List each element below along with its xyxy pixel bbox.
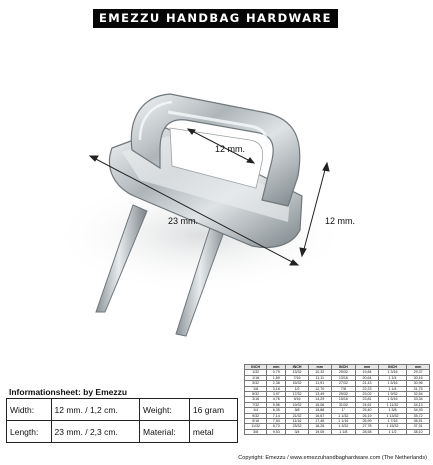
table-cell: 5,56 <box>267 402 286 407</box>
table-cell: 19,84 <box>356 370 379 375</box>
table-cell: 15/16 <box>331 397 356 402</box>
table-cell: 21/32 <box>286 413 309 418</box>
table-cell: 1 5/16 <box>378 397 406 402</box>
table-cell: 1 1/2 <box>378 429 406 434</box>
table-cell: 8,73 <box>267 424 286 429</box>
table-cell: 7/16 <box>286 375 309 380</box>
table-cell: 16,67 <box>308 413 331 418</box>
table-cell: 34,93 <box>407 408 430 413</box>
width-value: 12 mm. / 1,2 cm. <box>51 399 140 421</box>
table-cell: 22,23 <box>356 386 379 391</box>
table-cell: 9,53 <box>267 429 286 434</box>
length-label: Length: <box>7 421 52 443</box>
table-cell: 15,08 <box>308 402 331 407</box>
table-row <box>7 421 238 443</box>
table-cell: 1 1/16 <box>331 418 356 423</box>
table-cell: 5/8 <box>286 408 309 413</box>
info-table <box>6 398 238 443</box>
table-cell: 3,18 <box>267 386 286 391</box>
table-cell: 38,10 <box>407 429 430 434</box>
table-cell: 5/16 <box>245 418 267 423</box>
table-cell: 3/32 <box>245 381 267 386</box>
material-value: metal <box>189 421 237 443</box>
column-header: INCH <box>378 365 406 370</box>
table-cell: 1 5/16 <box>378 381 406 386</box>
table-cell: 7,14 <box>267 413 286 418</box>
table-cell: 7,94 <box>267 418 286 423</box>
column-header: mm <box>356 365 379 370</box>
table-cell: 0,79 <box>267 370 286 375</box>
table-cell: 18,26 <box>308 424 331 429</box>
table-cell: 26,19 <box>356 413 379 418</box>
table-cell: 27/32 <box>331 381 356 386</box>
inner-width-label: 12 mm. <box>215 144 246 154</box>
weight-value: 16 gram <box>189 399 237 421</box>
table-cell: 33,34 <box>407 397 430 402</box>
table-cell: 35,72 <box>407 413 430 418</box>
table-cell: 1 9/32 <box>378 391 406 396</box>
table-cell: 1 15/32 <box>378 424 406 429</box>
table-cell: 1/16 <box>245 375 267 380</box>
table-cell: 25,40 <box>356 408 379 413</box>
length-value: 23 mm. / 2,3 cm. <box>51 421 140 443</box>
table-cell: 17/32 <box>286 391 309 396</box>
table-cell: 21,43 <box>356 381 379 386</box>
table-cell: 1 1/4 <box>378 375 406 380</box>
table-cell: 1/4 <box>245 408 267 413</box>
width-label: Width: <box>7 399 52 421</box>
table-cell: 34,13 <box>407 402 430 407</box>
height-label: 12 mm. <box>325 216 356 226</box>
table-cell: 1 7/16 <box>378 418 406 423</box>
page-title: EMEZZU HANDBAG HARDWARE <box>93 9 338 28</box>
outer-length-label: 23 mm. <box>168 216 199 226</box>
table-cell: 23,02 <box>356 391 379 396</box>
table-cell: 31/32 <box>331 402 356 407</box>
table-cell: 23,81 <box>356 397 379 402</box>
column-header: INCH <box>286 365 309 370</box>
table-cell: 15,88 <box>308 408 331 413</box>
column-header: mm <box>267 365 286 370</box>
table-cell: 1 1/32 <box>331 413 356 418</box>
column-header: mm <box>308 365 331 370</box>
table-cell: 1" <box>331 408 356 413</box>
table-cell: 6,35 <box>267 408 286 413</box>
table-row <box>245 429 430 434</box>
table-cell: 1/2 <box>286 386 309 391</box>
table-cell: 19,05 <box>308 429 331 434</box>
table-cell: 9/32 <box>245 413 267 418</box>
table-cell: 1 3/32 <box>331 424 356 429</box>
table-cell: 11/16 <box>286 418 309 423</box>
table-row <box>7 399 238 421</box>
inch-mm-conversion-table <box>244 364 430 435</box>
table-cell: 1/32 <box>245 370 267 375</box>
table-cell: 11,91 <box>308 381 331 386</box>
table-cell: 13,49 <box>308 391 331 396</box>
table-cell: 36,51 <box>407 418 430 423</box>
table-cell: 2,38 <box>267 381 286 386</box>
table-cell: 7/32 <box>245 402 267 407</box>
table-cell: 3/4 <box>286 429 309 434</box>
table-cell: 24,61 <box>356 402 379 407</box>
table-cell: 29,37 <box>407 370 430 375</box>
column-header: mm <box>407 365 430 370</box>
table-cell: 1 3/16 <box>378 370 406 375</box>
table-cell: 1/8 <box>245 386 267 391</box>
table-cell: 30,16 <box>407 375 430 380</box>
table-cell: 30,96 <box>407 381 430 386</box>
table-cell: 20,64 <box>356 375 379 380</box>
table-cell: 19/32 <box>286 402 309 407</box>
copyright-footer: Copyright: Emezzu / www.emezzuhandbaghardware.com (The Netherlands) <box>238 455 427 461</box>
table-cell: 1 1/8 <box>331 429 356 434</box>
handbag-loop-with-pins-icon <box>0 40 433 360</box>
table-cell: 11,11 <box>308 375 331 380</box>
table-cell: 14,29 <box>308 397 331 402</box>
material-label: Material: <box>140 421 190 443</box>
table-cell: 15/32 <box>286 381 309 386</box>
table-cell: 3/8 <box>245 429 267 434</box>
column-header: INCH <box>245 365 267 370</box>
table-cell: 9/16 <box>286 397 309 402</box>
table-cell: 17,46 <box>308 418 331 423</box>
table-cell: 1,59 <box>267 375 286 380</box>
table-cell: 12,70 <box>308 386 331 391</box>
info-sheet-title: Informationsheet: by Emezzu <box>9 387 128 397</box>
table-cell: 7/8 <box>331 386 356 391</box>
table-cell: 31,75 <box>407 386 430 391</box>
table-cell: 25/32 <box>331 370 356 375</box>
table-cell: 37,31 <box>407 424 430 429</box>
table-cell: 1 11/32 <box>378 402 406 407</box>
table-cell: 27,78 <box>356 424 379 429</box>
column-header: INCH <box>331 365 356 370</box>
table-cell: 26,99 <box>356 418 379 423</box>
table-cell: 3,97 <box>267 391 286 396</box>
table-cell: 1 3/8 <box>378 408 406 413</box>
table-cell: 13/16 <box>331 375 356 380</box>
table-cell: 23/32 <box>286 424 309 429</box>
table-cell: 32,54 <box>407 391 430 396</box>
table-cell: 1 1/4 <box>378 386 406 391</box>
table-cell: 11/32 <box>245 424 267 429</box>
conversion-body <box>245 370 430 435</box>
table-cell: 5/32 <box>245 391 267 396</box>
table-cell: 3/16 <box>245 397 267 402</box>
table-cell: 28,58 <box>356 429 379 434</box>
table-cell: 1 13/32 <box>378 413 406 418</box>
table-cell: 4,76 <box>267 397 286 402</box>
weight-label: Weight: <box>140 399 190 421</box>
table-cell: 13/32 <box>286 370 309 375</box>
table-cell: 29/32 <box>331 391 356 396</box>
table-cell: 10,32 <box>308 370 331 375</box>
